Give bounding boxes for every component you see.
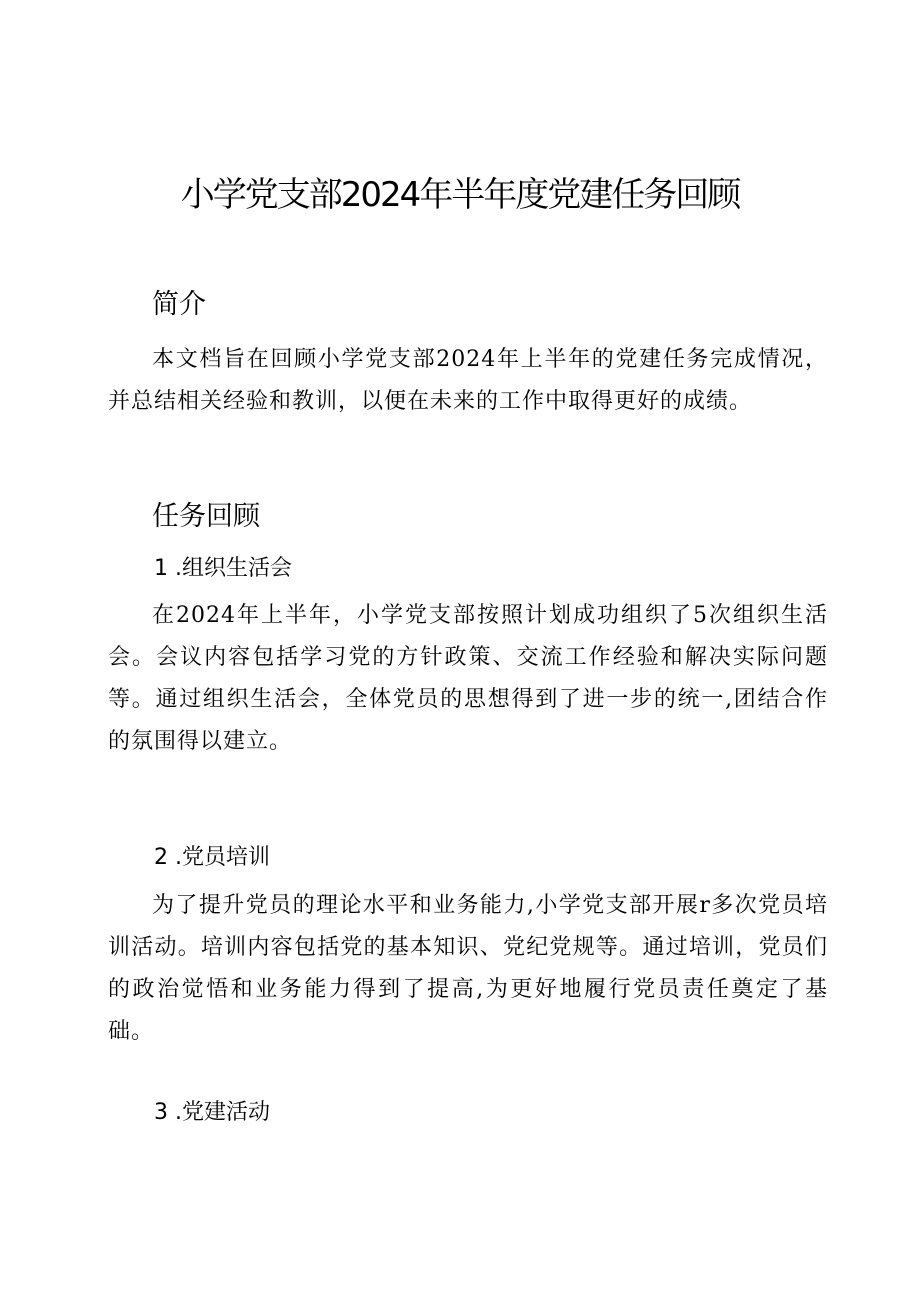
item-paragraph-2: 为了提升党员的理论水平和业务能力,小学党支部开展r多次党员培训活动。培训内容包括党的基本知识、党纪党规等。通过培训，党员们的政治觉悟和业务能力得到了提高,为更好地履行党员责任奠定了基础。 — [108, 893, 828, 1044]
item-heading-1: 1 .组织生活会 — [154, 556, 292, 581]
section-heading-task-review: 任务回顾 — [152, 501, 260, 532]
section-heading-intro: 简介 — [152, 289, 206, 320]
item-heading-2: 2 .党员培训 — [154, 845, 270, 870]
item-paragraph-1: 在2024年上半年，小学党支部按照计划成功组织了5次组织生活会。会议内容包括学习党的方针政策、交流工作经验和解决实际问题等。通过组织生活会，全体党员的思想得到了进一步的统一,团结合作的氛围得以建立。 — [108, 603, 828, 754]
item-heading-3: 3 .党建活动 — [154, 1100, 270, 1125]
intro-paragraph: 本文档旨在回顾小学党支部2024年上半年的党建任务完成情况，并总结相关经验和教训，以便在未来的工作中取得更好的成绩。 — [108, 347, 828, 414]
document-title: 小学党支部2024年半年度党建任务回顾 — [180, 175, 740, 215]
